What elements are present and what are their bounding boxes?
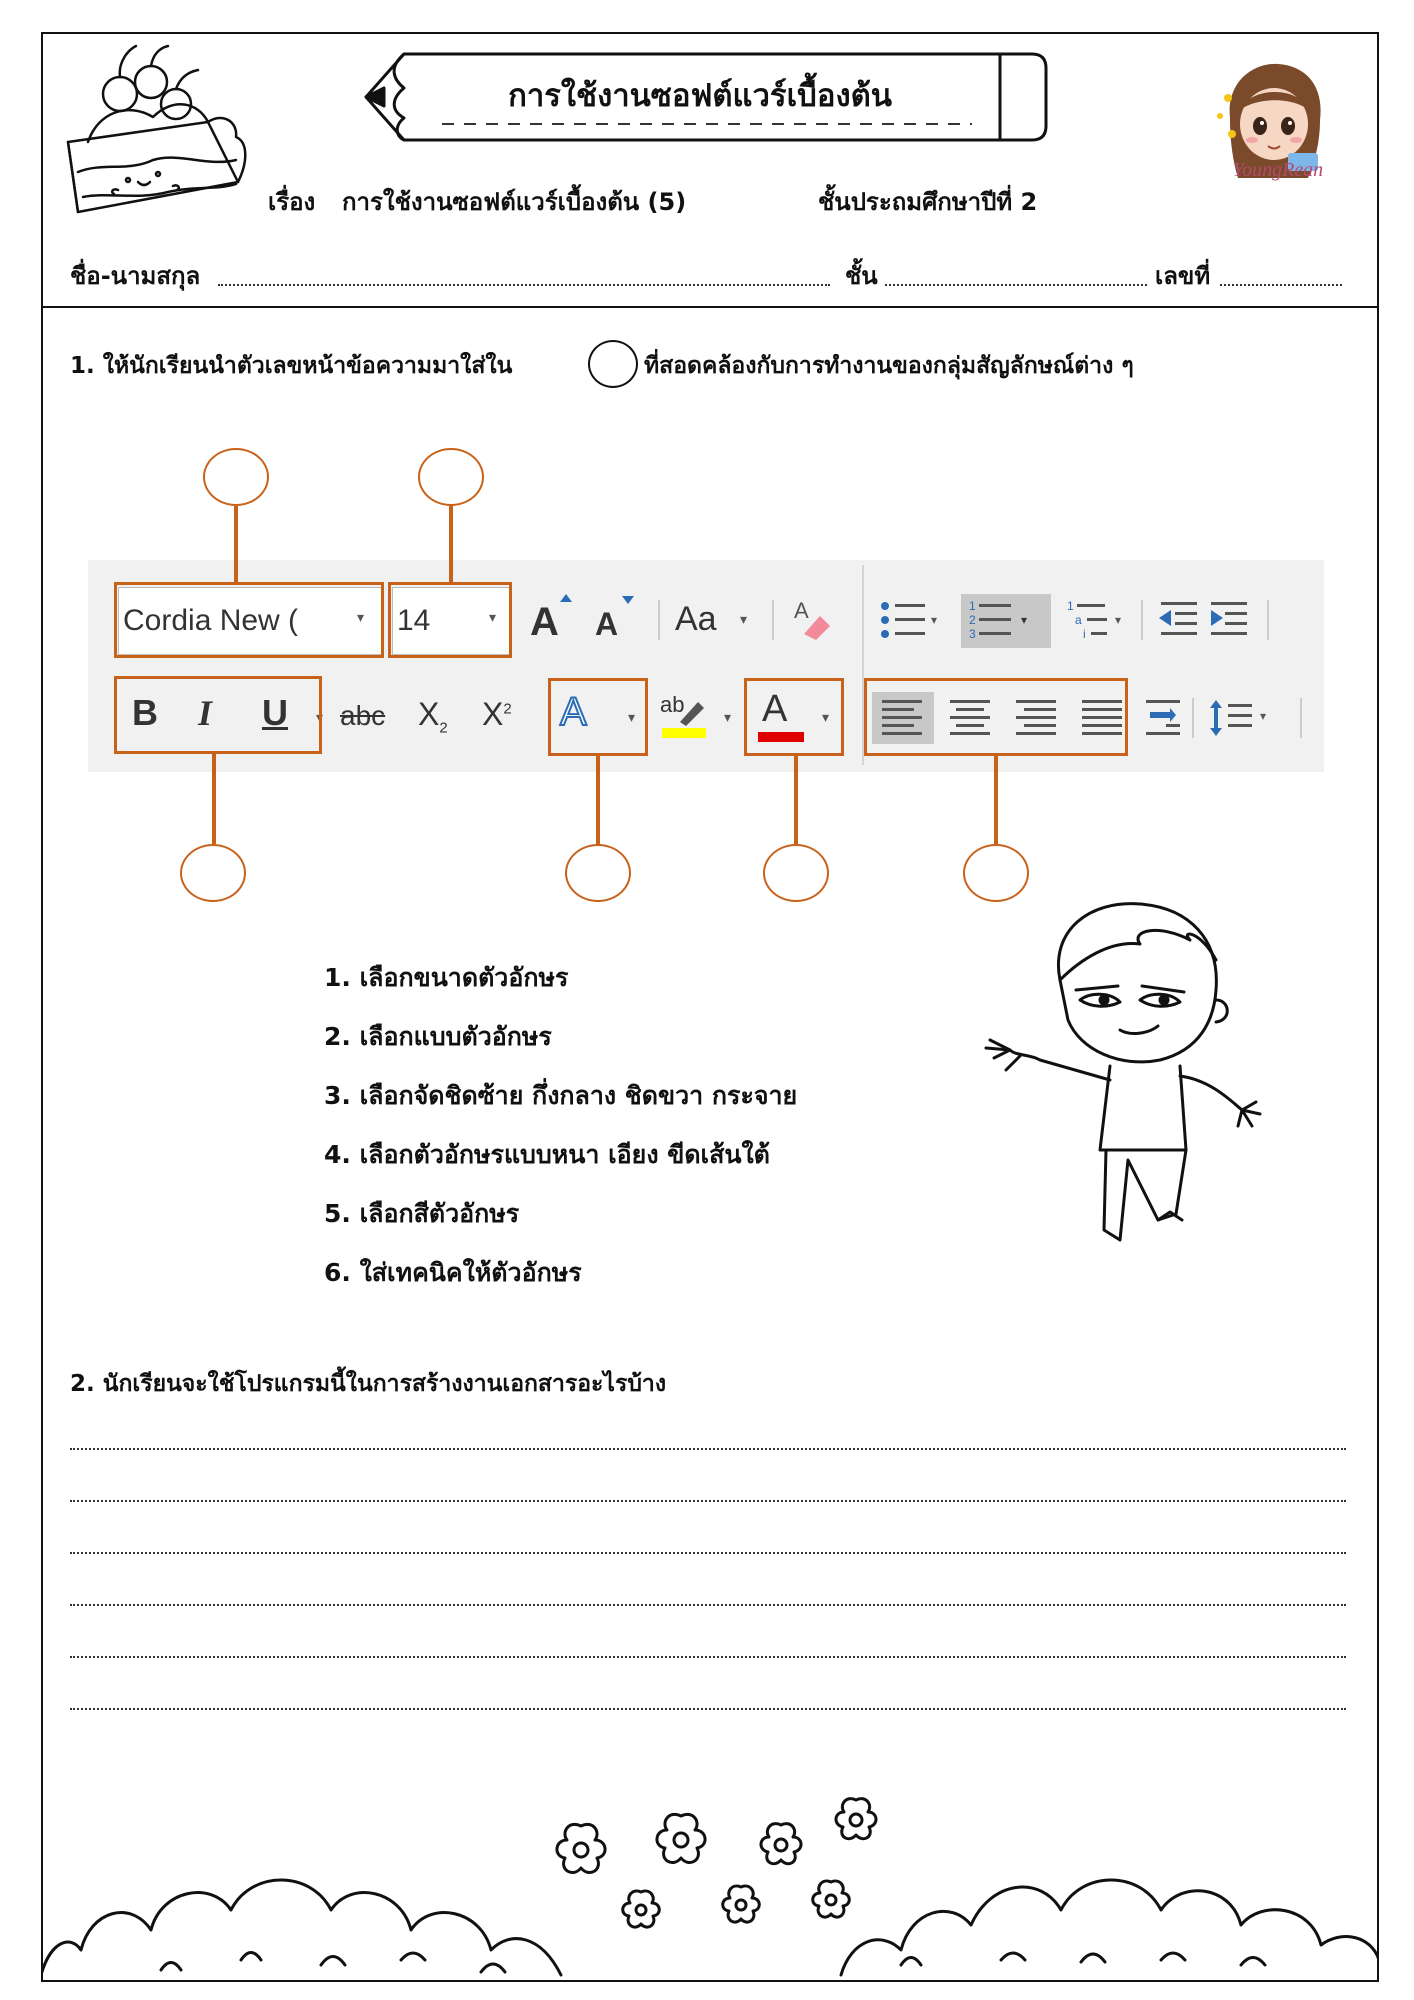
option-item: 4. เลือกตัวอักษรแบบหนา เอียง ขีดเส้นใต้ bbox=[324, 1140, 770, 1169]
option-item: 6. ใส่เทคนิคให้ตัวอักษร bbox=[324, 1258, 582, 1287]
option-item: 5. เลือกสีตัวอักษร bbox=[324, 1199, 520, 1228]
highlight-swatch bbox=[662, 728, 706, 738]
boy-cartoon bbox=[980, 900, 1300, 1300]
grade-text: ชั้นประถมศึกษาปีที่ 2 bbox=[818, 188, 1038, 216]
highlight-dropdown-icon[interactable]: ▾ bbox=[724, 710, 732, 726]
shrink-arrow-icon bbox=[622, 596, 634, 604]
answer-circle-font-size[interactable] bbox=[418, 448, 484, 506]
answer-line[interactable] bbox=[70, 1448, 1346, 1450]
svg-text:A: A bbox=[794, 598, 809, 623]
svg-text:2: 2 bbox=[969, 613, 976, 627]
text-direction-icon bbox=[1146, 700, 1180, 735]
number-label: เลขที่ bbox=[1155, 262, 1211, 290]
alignment-box bbox=[864, 678, 1128, 756]
increase-indent-icon bbox=[1211, 602, 1247, 635]
name-field[interactable] bbox=[218, 284, 830, 286]
connector-bold-italic-underline bbox=[212, 754, 216, 844]
class-field[interactable] bbox=[885, 284, 1147, 286]
connector-font-color bbox=[794, 756, 798, 844]
font-name-group-box bbox=[114, 582, 384, 658]
worksheet-title: การใช้งานซอฟต์แวร์เบื้องต้น bbox=[508, 78, 892, 114]
change-case-button[interactable]: Aa bbox=[675, 600, 717, 638]
marker-icon bbox=[676, 696, 706, 726]
option-item: 1. เลือกขนาดตัวอักษร bbox=[324, 963, 569, 992]
change-case-dropdown-icon[interactable]: ▾ bbox=[740, 612, 748, 628]
option-item: 3. เลือกจัดชิดซ้าย กึ่งกลาง ชิดขวา กระจาย bbox=[324, 1081, 798, 1110]
subscript-button[interactable] bbox=[418, 696, 448, 736]
answer-line[interactable] bbox=[70, 1708, 1346, 1710]
text-effects-dropdown-icon[interactable]: ▾ bbox=[628, 710, 636, 726]
answer-circle-font-name[interactable] bbox=[203, 448, 269, 506]
separator bbox=[658, 600, 660, 640]
subscript-letter: X bbox=[418, 696, 440, 732]
underline-dropdown-icon[interactable]: ▾ bbox=[316, 710, 324, 726]
font-color-dropdown-icon[interactable]: ▾ bbox=[822, 710, 830, 726]
list-buttons bbox=[875, 594, 1315, 650]
bold-italic-underline-box bbox=[114, 676, 322, 754]
connector-font-name bbox=[234, 506, 238, 582]
grow-arrow-icon bbox=[560, 594, 572, 602]
font-color-letter: A bbox=[762, 688, 788, 730]
svg-text:▾: ▾ bbox=[1021, 613, 1028, 627]
font-size-value: 14 bbox=[397, 604, 431, 637]
connector-font-size bbox=[449, 506, 453, 582]
cake-illustration bbox=[58, 42, 258, 242]
superscript-index: 2 bbox=[503, 700, 512, 718]
answer-line[interactable] bbox=[70, 1604, 1346, 1606]
option-item: 2. เลือกแบบตัวอักษร bbox=[324, 1022, 552, 1051]
answer-circle-bold-italic-underline[interactable] bbox=[180, 844, 246, 902]
question1-text-before: 1. ให้นักเรียนนำตัวเลขหน้าข้อความมาใส่ใน bbox=[70, 353, 513, 379]
svg-text:1: 1 bbox=[969, 599, 976, 613]
font-size-dropdown-icon[interactable]: ▾ bbox=[489, 610, 497, 626]
connector-text-effects bbox=[596, 756, 600, 844]
highlight-letters: ab bbox=[660, 692, 685, 717]
connector-alignment bbox=[994, 756, 998, 844]
line-spacing-icon bbox=[1210, 700, 1266, 736]
font-color-box bbox=[744, 678, 844, 756]
text-effects-button[interactable]: A bbox=[560, 690, 587, 734]
logo-text: YoungRean bbox=[1232, 159, 1324, 181]
bushes-flowers-decoration bbox=[41, 1760, 1379, 1982]
number-field[interactable] bbox=[1220, 284, 1342, 286]
svg-text:▾: ▾ bbox=[1260, 709, 1267, 723]
svg-text:▾: ▾ bbox=[931, 613, 938, 627]
separator bbox=[772, 600, 774, 640]
font-name-dropdown-icon[interactable]: ▾ bbox=[357, 610, 365, 626]
answer-circle-alignment[interactable] bbox=[963, 844, 1029, 902]
shrink-font-icon[interactable]: A bbox=[595, 606, 619, 642]
subscript-index: 2 bbox=[439, 719, 448, 737]
multilevel-list-icon bbox=[1067, 599, 1121, 641]
answer-line[interactable] bbox=[70, 1552, 1346, 1554]
question1-text-after: ที่สอดคล้องกับการทำงานของกลุ่มสัญลักษณ์ต่าง ๆ bbox=[644, 353, 1134, 379]
answer-circle-text-effects[interactable] bbox=[565, 844, 631, 902]
question1-inline-circle bbox=[588, 340, 638, 388]
bullets-icon bbox=[881, 602, 937, 638]
italic-button[interactable]: I bbox=[198, 693, 213, 733]
svg-text:3: 3 bbox=[969, 627, 976, 641]
question2-text: 2. นักเรียนจะใช้โปรแกรมนี้ในการสร้างงานเอกสารอะไรบ้าง bbox=[70, 1371, 667, 1397]
answer-circle-font-color[interactable] bbox=[763, 844, 829, 902]
superscript-letter: X bbox=[482, 696, 504, 732]
underline-button[interactable]: U bbox=[262, 692, 288, 733]
svg-text:▾: ▾ bbox=[1115, 613, 1122, 627]
superscript-button[interactable] bbox=[482, 696, 512, 733]
decrease-indent-icon bbox=[1159, 602, 1197, 635]
font-size-group-box bbox=[388, 582, 512, 658]
font-name-value: Cordia New ( bbox=[123, 604, 299, 637]
text-effects-box bbox=[548, 678, 648, 756]
grow-font-icon[interactable]: A bbox=[530, 600, 559, 644]
answer-line[interactable] bbox=[70, 1656, 1346, 1658]
bold-button[interactable]: B bbox=[132, 692, 158, 733]
class-label: ชั้น bbox=[845, 262, 878, 290]
svg-text:a: a bbox=[1075, 613, 1082, 627]
topic-label: เรื่อง bbox=[268, 188, 316, 216]
strikethrough-button[interactable]: abc bbox=[340, 700, 386, 731]
svg-text:i: i bbox=[1083, 627, 1086, 641]
topic-text: การใช้งานซอฟต์แวร์เบื้องต้น (5) bbox=[342, 188, 687, 216]
highlight-button[interactable] bbox=[656, 690, 712, 742]
answer-line[interactable] bbox=[70, 1500, 1346, 1502]
clear-formatting-icon[interactable] bbox=[790, 596, 834, 642]
youngrean-logo bbox=[1208, 58, 1338, 198]
name-label: ชื่อ-นามสกุล bbox=[70, 262, 201, 290]
svg-text:1: 1 bbox=[1067, 599, 1074, 613]
numbering-icon bbox=[961, 594, 1051, 648]
header-divider bbox=[41, 306, 1379, 308]
